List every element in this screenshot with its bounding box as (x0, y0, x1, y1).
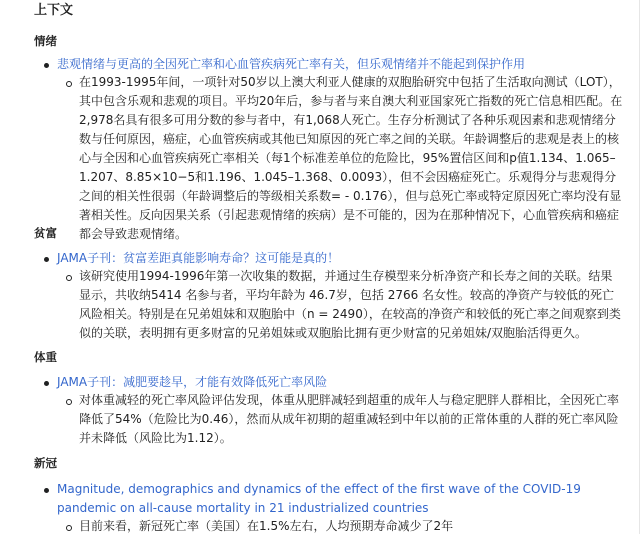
summary-text: 对体重减轻的死亡率风险评估发现，体重从肥胖减轻到超重的成年人与稳定肥胖人群相比，全因死亡率降低了54%（危险比为0.46），然而从成年初期的超重减轻到中年以前的正常体重的人群的死亡率风险并未降低（风险比为1.12）。 (79, 393, 620, 445)
section-wealth (0, 225, 640, 345)
bullet-icon (66, 81, 72, 87)
bullet-icon (66, 525, 72, 531)
reference-link[interactable]: 悲观情绪与更高的全因死亡率和心血管疾病死亡率有关，但乐观情绪并不能起到保护作用 (57, 57, 526, 71)
page-title: 上下文 (34, 3, 74, 18)
bullet-icon (44, 63, 49, 68)
bullet-icon (66, 399, 72, 405)
section-heading: 情绪 (34, 34, 57, 48)
section-heading: 体重 (34, 350, 57, 364)
section-heading: 新冠 (34, 456, 57, 470)
bullet-icon (44, 381, 49, 386)
section-covid (0, 455, 640, 534)
bullet-icon (44, 488, 49, 493)
summary-text: 目前来看，新冠死亡率（美国）在1.5%左右，人均预期寿命减少了2年 (79, 519, 454, 533)
section-weight (0, 349, 640, 449)
reference-link[interactable]: JAMA子刊：贫富差距真能影响寿命？这可能是真的！ (57, 251, 340, 265)
reference-link[interactable]: JAMA子刊：减肥要趁早，才能有效降低死亡率风险 (57, 375, 328, 389)
bullet-icon (66, 275, 72, 281)
section-heading: 贫富 (34, 226, 57, 240)
reference-link[interactable]: Magnitude, demographics and dynamics of the effect of the first wave of the COVID-19 pandemic on all-cause mortality in 21 industrialized countries (57, 482, 581, 515)
summary-text: 在1993-1995年间，一项针对50岁以上澳大利亚人健康的双胞胎研究中包括了生活取向测试（LOT），其中包含乐观和悲观的项目。平均20年后，参与者与来自澳大利亚国家死亡指数的死亡信息相匹配。在2,978名具有很多可用分数的参与者中，有1,068人死亡。生存分析测试了各种乐观因素和悲观情绪分数与任何原因，癌症，心血管疾病或其他已知原因的死亡率之间的关联。年龄调整后的悲观是表上的核心与全因和心血管疾病死亡率相关（每1个标准差单位的危险比，95%置信区间和p值1.134、1.065–1.207、8.85×10−5和1.196、1.045–1.368、0.0093），但不会因癌症死亡。乐观得分与悲观得分之间的相关性很弱（年龄调整后的等级相关系数= - 0.176），但与总死亡率或特定原因死亡率均没有显著相关性。反向因果关系（引起悲观情绪的疾病）是不可能的，因为在那种情况下，心血管疾病和癌症都会导致悲观情绪。 (79, 75, 623, 241)
bullet-icon (44, 257, 49, 262)
summary-text: 该研究使用1994-1996年第一次收集的数据，并通过生存模型来分析净资产和长寿之间的关联。结果显示，共收纳5414 名参与者，平均年龄为 46.7岁，包括 2766 名女性。较高的净资产与较低的死亡风险相关。特别是在兄弟姐妹和双胞胎中（n = 2490），在较高的净资产和较低的死亡率之间观察到类似的关联，表明拥有更多财富的兄弟姐妹或双胞胎比拥有更少财富的兄弟姐妹/双胞胎活得更久。 (79, 269, 621, 340)
